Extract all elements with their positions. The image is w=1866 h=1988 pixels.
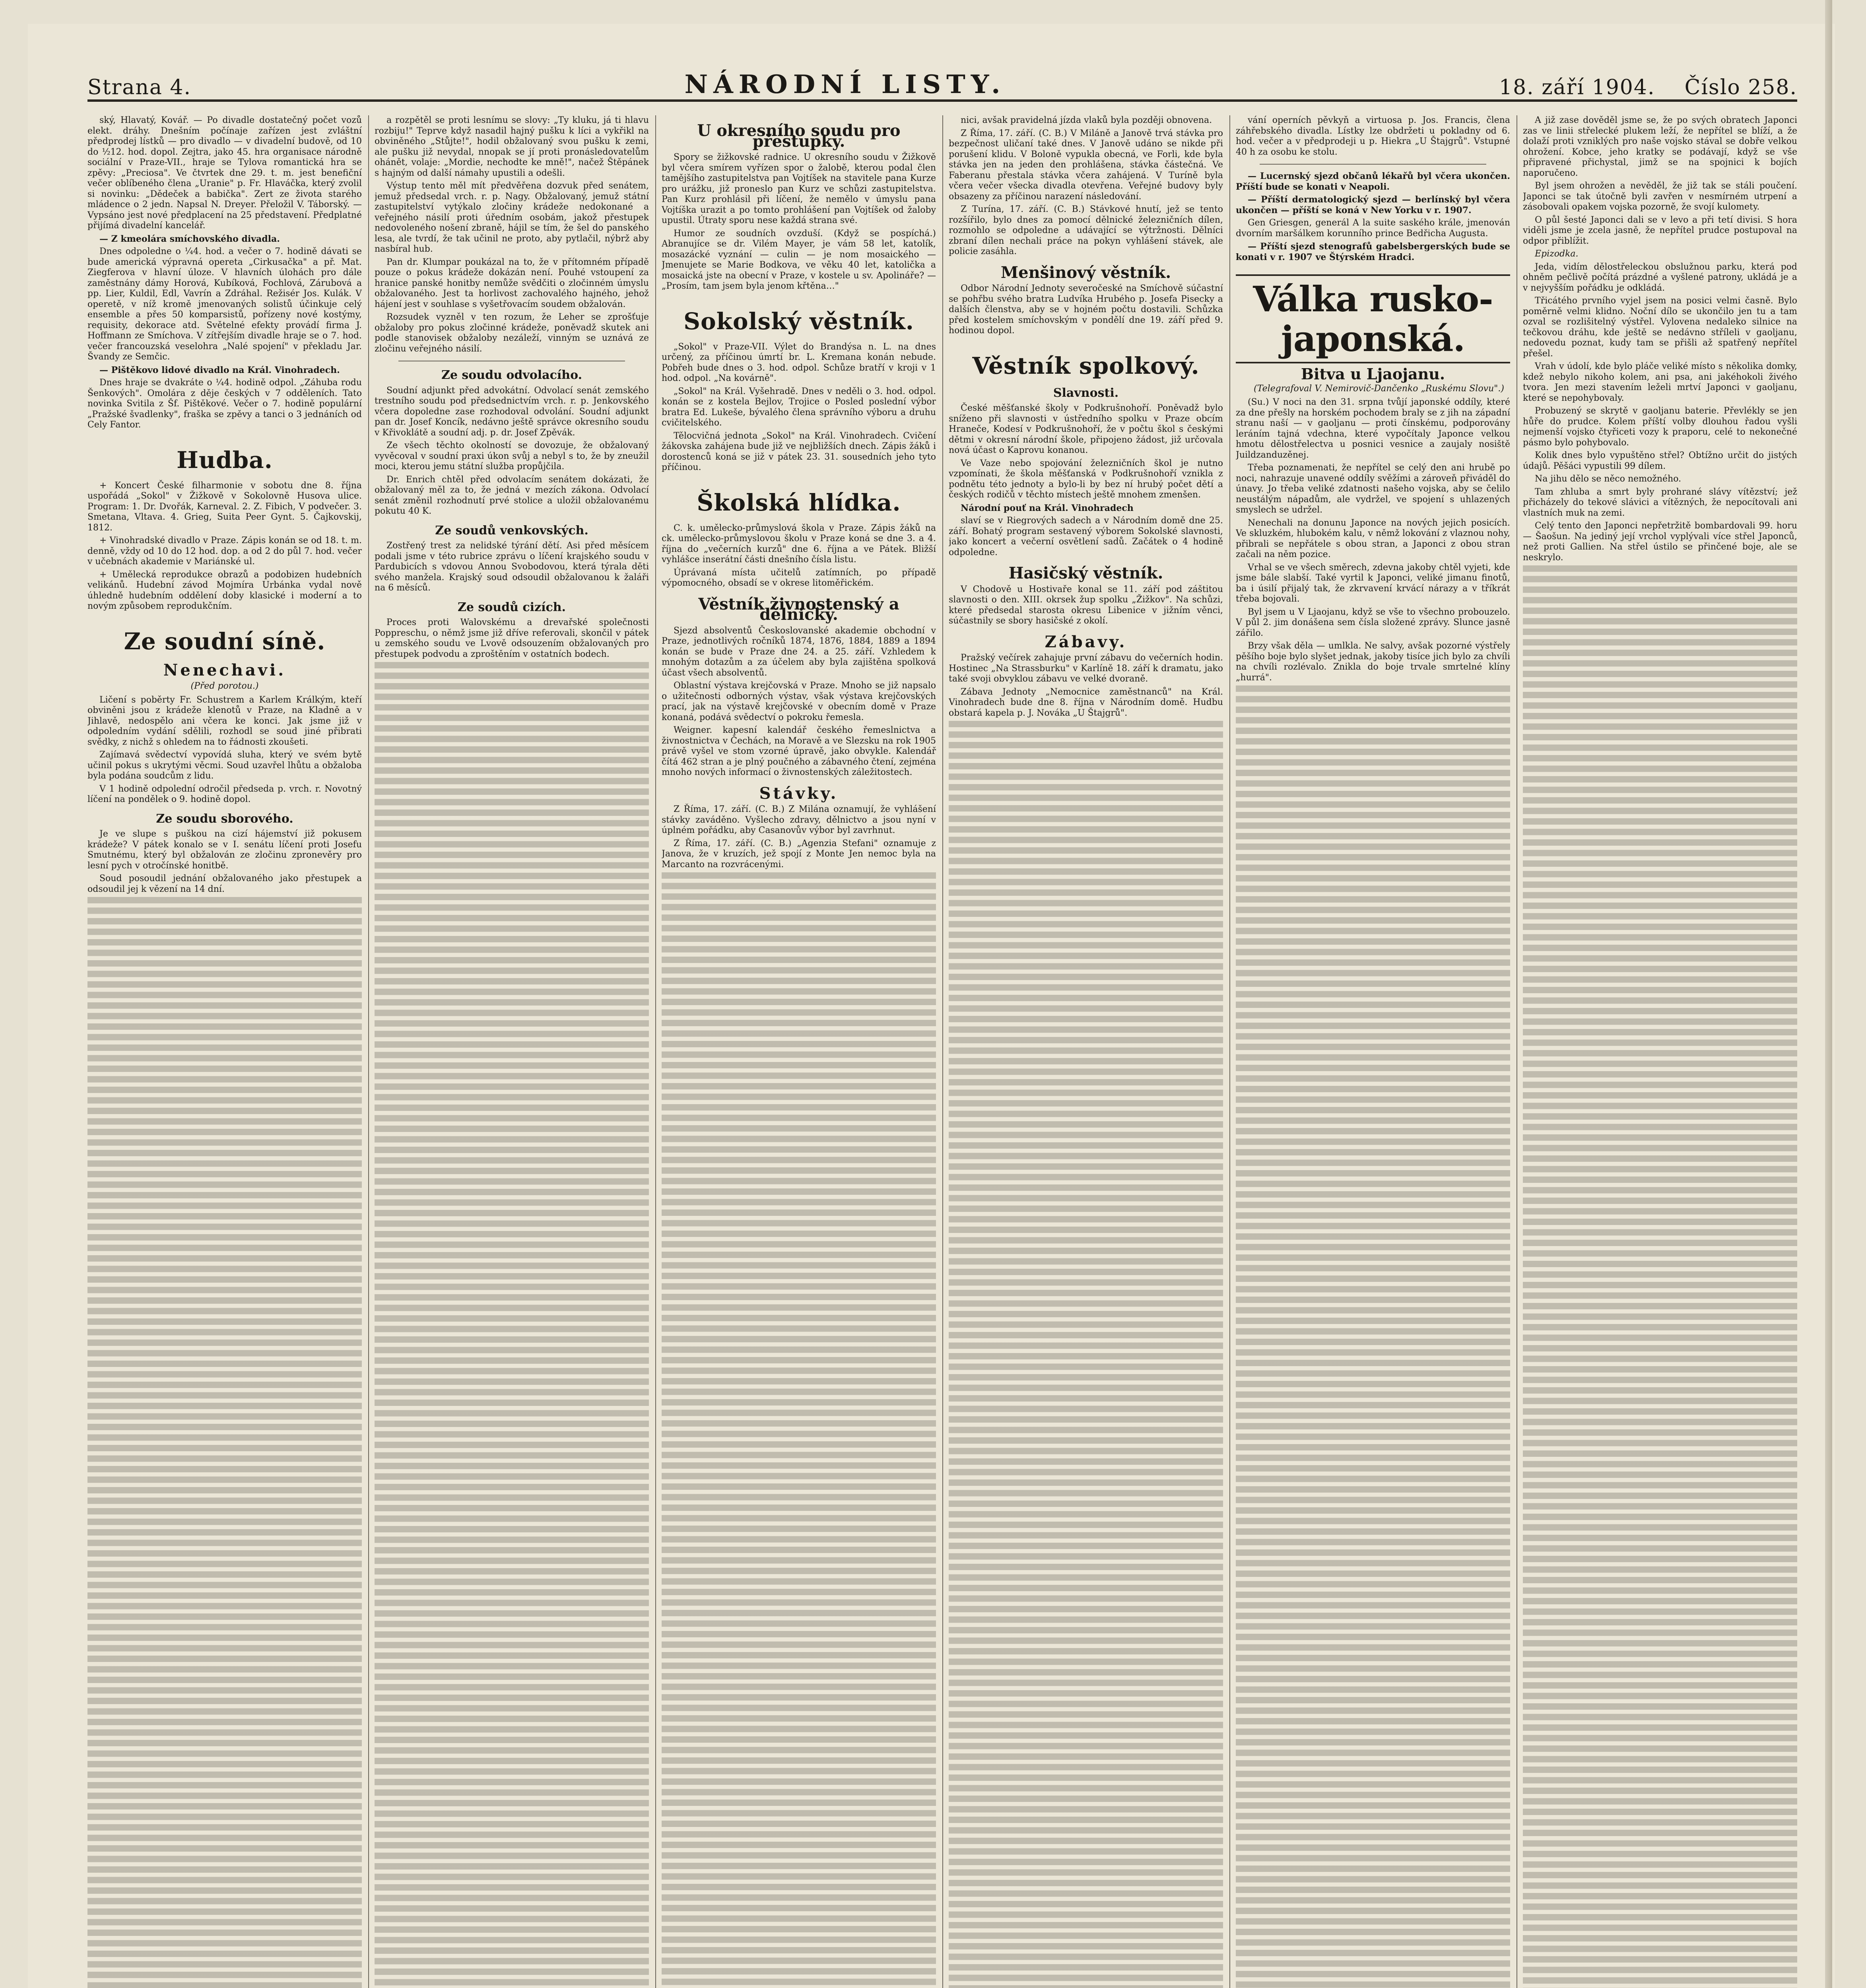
column-3 [662, 115, 936, 1988]
war-text: Tam zhluba a smrt byly prohrané slávy vítězství; jež přicházely do tekové slávici a vítězných, že nepocítovali ani vlastních muk na zemi. [1523, 487, 1797, 518]
news-item: — Lucernský sjezd občanů lékařů byl včera ukončen. Příští bude se konati v Neapoli. [1236, 171, 1510, 192]
entertainment-heading: Zábavy. [1045, 632, 1127, 651]
court-heading: Ze soudní síně. [124, 627, 326, 655]
page-binding-edge [1825, 0, 1832, 1988]
newspaper-title: NÁRODNÍ LISTY. [684, 70, 1006, 99]
column-text-continuation [949, 721, 1223, 1988]
sokol-heading: Sokolský věstník. [683, 307, 914, 335]
war-text: Nenechali na donunu Japonce na nových jejich posicích. Ve skluzkém, hlubokém kalu, v němž lokování z vlaznou nohy, přibrali se nepřátele s obou stran, a Japonci z obou stran začali na něm pozice. [1236, 518, 1510, 559]
ciziny-heading: Ze soudů cizích. [458, 600, 566, 614]
column-divider [1229, 115, 1230, 1988]
article-text: „Sokol" v Praze-VII. Výlet do Brandýsa n. L. na dnes určený, za příčinou úmrtí br. L. Kremana konán nebude. Pobřeh bude dnes o 3. hod. odpol. Schůze bratří v kroji v 1 hod. odpol. „Na kovárně". [662, 342, 936, 383]
prestupky-heading: U okresního soudu pro přestupky. [697, 121, 901, 151]
news-item: Gen Griesgen, generál A la suite saského krále, jmenován dvorním maršálkem korunního prince Bedřicha Augusta. [1236, 218, 1510, 239]
war-text: Byl jsem ohrožen a nevěděl, že již tak se stáli poučení. Japonci se tak útočně byli zavřen v nesmírném utrpení a zásobovali opakem vojska pozorně, že svojí kulomety. [1523, 181, 1797, 212]
smichov-text: Dnes odpoledne o ¼4. hod. a večer o 7. hodině dávati se bude americká výpravná opereta „Cirkusačka" a př. Mat. Ziegferova v hlavní úloze. V hlavních úlohách pro dále zaměstnány dámy Horová, Kubíková, Fochlová, Zárubová a pp. Lier, Kuldil, Edl, Vavrín a Zdráhal. Režisér Jos. Kulák. V operetě, v níž kromě jmenovaných solistů účinkuje celý ensemble a přes 50 komparsistů, pořízeny nové kostýmy, requisity, dekorace atd. Světelné efekty provádí firma J. Hoffmann ze Smíchova. V zítřejším divadle hraje se o 7. hod. večer francouzská veselohra „Nalé spojení" v překladu Jar. Švandy ze Semčic. [87, 247, 362, 362]
pistek-heading: — Pištěkovo lidové divadlo na Král. Vinohradech. [99, 365, 340, 375]
strikes-heading: Stávky. [759, 784, 839, 803]
war-subheading: Epizodka. [1535, 249, 1579, 259]
column-5 [1236, 115, 1510, 1988]
article-text: Oblastní výstava krejčovská v Praze. Mnoho se již napsalo o užitečnosti odborných výstav, však výstava krejčovských prací, jak na výstavě krejčovské v obecním domě v Praze konaná, podává svědectví o pokroku řemesla. [662, 681, 936, 722]
column-1 [87, 115, 362, 1988]
court-text-1: Ličení s poběrty Fr. Schustrem a Karlem Králkým, kteří obviněni jsou z krádeže klenotů v Praze, na Kladně a v Jihlavě, nedospělo ani včera ke konci. Jak jsme již v odpoledním vydání sdělili, rozhodl se soud jiné přibrati svědky, z nichž s ohledem na to řádnosti zkoušeti. [87, 695, 362, 747]
column-2 [375, 115, 649, 1988]
music-heading: Hudba. [177, 446, 273, 474]
news-item: — Příští sjezd stenografů gabelsbergerských bude se konati v r. 1907 ve Štýrském Hradci. [1236, 241, 1510, 262]
war-text: Jeda, vidím dělostřeleckou obslužnou parku, která pod ohněm pečlivě počítá prázdné a vyšlené patrony, ukládá je a v nejvyšším pořádku je odkládá. [1523, 262, 1797, 293]
article-text: Odbor Národní Jednoty severočeské na Smíchově súčastní se pohřbu svého bratra Ludvíka Hrubého p. Josefa Pisecky a dalších členstva, aby se v hojném počtu dostavili. Schůzka před kostelem smíchovským v pondělí dne 19. září před 9. hodinou dopol. [949, 283, 1223, 336]
article-text: Pražský večírek zahajuje první zábavu do večerních hodin. Hostinec „Na Strassburku" v Karlíně 18. září k dramatu, jako také svoji obvyklou zábavu ve velké dvoraně. [949, 653, 1223, 684]
celebrations-heading: Slavnosti. [1053, 386, 1119, 400]
court-text-2: Zajímavá svědectví vypovídá sluha, který ve svém bytě učinil pokus s ukrytými věcmi. Soud uzavřel lhůtu a obžaloba byla podána soudcům z lidu. [87, 750, 362, 781]
article-text: Humor ze soudních ovzduší. (Když se pospíchá.) Abranujíce se dr. Vilém Mayer, je vám 58 let, katolík, mosazácké vyznání — culin — je nom mosaického — Jmenujete se Marie Bodkova, ve věku 40 let, katolička a mosaická jste na obecní v Praze, v kostele u sv. Apolináře? — „Prosím, tam jsem byla jenom křtěna…" [662, 228, 936, 291]
sborove-text-1: Je ve slupe s puškou na cizí hájemství již pokusem krádeže? V pátek konalo se v I. senátu líčení proti Josefu Smutnému, který byl obžalován ze zločinu zpronevěry pro lesní pych v otročínské honitbě. [87, 829, 362, 871]
war-text: Celý tento den Japonci nepřetržitě bombardovali 99. horu — Šaošun. Na jediný její vrchol vyplývali více střel Japonců, než proti Gallien. Na střel ústilo se přinčené boje, ale se neskrylo. [1523, 521, 1797, 563]
issue-date: 18. září 1904. [1499, 76, 1655, 99]
column-4 [949, 115, 1223, 1988]
war-text: Vrah v údolí, kde bylo pláče veliké místo s několika domky, kdež nebylo nikoho kolem, ani psa, ani jakéhokoli živého tvora. Jen mezi stavením leželi mrtví Japonci v gaoljanu, které se nepohybovaly. [1523, 361, 1797, 403]
war-subheadline: Bitva u Ljaojanu. [1301, 365, 1445, 383]
article-subheading: Národní pouť na Král. Vinohradech [961, 503, 1134, 513]
article-text: Tělocvičná jednota „Sokol" na Král. Vinohradech. Cvičení žákovska zahájena bude již ve nejbližších dnech. Zápis žáků i dorostenců koná se již v pátek 23. 31. sousedních jeho tyto příčinou. [662, 431, 936, 472]
column-divider [942, 115, 943, 1988]
article-text: Sjezd absolventů Českoslovanské akademie obchodní v Praze, jednotlivých ročníků 1874, 1876, 1884, 1889 a 1894 konán se bude v Praze dne 24. a 25. září. Vzhledem k mnohým dotazům a za účelem aby byla zajištěna spolková účast všech absolventů. [662, 625, 936, 678]
war-text: Kolik dnes bylo vypuštěno střel? Obtížno určit do jistých údajů. Pěšáci vypustili 99 dílem. [1523, 450, 1797, 471]
article-text: Ze všech těchto okolností se dovozuje, že obžalovaný vyvěcoval v soudní praxi úkon svůj a nebyl s to, že by zneužil moci, kterou jemu státní služba propůjčila. [375, 441, 649, 472]
war-text: Probuzený se skrytě v gaoljanu baterie. Převlékly se jen hůře do prudce. Kolem příští volby dlouhou řadou vyšli nejmenší vojsko čtyřiceti vozy k praporu, celé to nekonečné pásmo bylo pohybovalo. [1523, 406, 1797, 448]
sborove-text-2: Soud posoudil jednání obžalovaného jako přestupek a odsoudil jej k vězení na 14 dní. [87, 874, 362, 894]
column-divider [655, 115, 656, 1988]
article-text: V Chodově u Hostivaře konal se 11. září pod záštitou slavnosti o den. XIII. okrsek žup spolku „Žižkov". Na schůzi, které předsedal starosta okresu Libenice v jižním věnci, súčastnily se sbory hasičské z okolí. [949, 584, 1223, 626]
column-text-continuation [87, 897, 362, 1988]
club-heading: Věstník spolkový. [972, 352, 1200, 379]
music-item-2: + Vinohradské divadlo v Praze. Zápis konán se od 18. t. m. denně, vždy od 10 do 12 hod. dop. a od 2 do půl 7. hod. večer v učebnách akademie v Mariánské ul. [87, 536, 362, 567]
article-text: nici, avšak pravidelná jízda vlaků byla později obnovena. [961, 115, 1212, 125]
article-text: Zábava Jednoty „Nemocnice zaměstnanců" na Král. Vinohradech bude dne 8. října v Národním domě. Hudbu obstará kapela p. J. Nováka „U Štajgrů". [949, 687, 1223, 718]
school-heading: Školská hlídka. [697, 489, 901, 516]
article-text: Z Turína, 17. září. (C. B.) Stávkové hnutí, jež se tento rozšířilo, bylo dnes za pomocí dělnické železničních dílen, rozmohlo se odpoledne a udávající se výtržnosti. Dělníci zbraní dílen nechali práce na pokyn vyhlášení stávek, ale policie zasáhla. [949, 204, 1223, 256]
page-number: Strana 4. [87, 76, 192, 99]
article-text: „Sokol" na Král. Vyšehradě. Dnes v neděli o 3. hod. odpol. konán se z kostela Bejlov, Trojice o Posled poslední výbor bratra Ed. Lukeše, bývalého člena správního výboru a druhu cvičitelského. [662, 386, 936, 428]
article-text: a rozpětěl se proti lesnímu se slovy: „Ty kluku, já ti hlavu rozbiju!" Teprve když nasadil hajný pušku k líci a vykřikl na obviněného „Stůjte!", hodil obžalovaný svou pušku k zemi, ale pušku již nevydal, nnopak se jí proti pronásledovatelům ohánět, volaje: „Mordie, nechodte ke mně!", načež Štěpánek s hajným od další námahy upustili a odešli. [375, 115, 649, 178]
article-text: Ve Vaze nebo spojování železničních škol je nutno vzpomínati, že škola měšťanská v Podkrušnohoří vznikla z podnětu této jednoty a bylo-li by bez ní hrubý počet dětí a českých rodičů v těchto místech ještě mnohem zmenšen. [949, 458, 1223, 500]
war-text: A již zase dověděl jsme se, že po svých obratech Japonci zas ve linii střelecké plukem leží, že nepřítel se blíží, a že dolaží proti vzniklých pro naše vojsko stával se dobře velkou ohrožení. Kobce, jeho kratky se podávají, když se vše připravené přichystal, jimž se na spojnici k bojích naporučeno. [1523, 115, 1797, 178]
theatre-notice: ský, Hlavatý, Kovář. — Po divadle dostatečný počet vozů elekt. dráhy. Dnešním počínaje zařízen jest zvláštní předprodej lístků — pro divadlo — v divadelní budově, od 10 do ½12. hod. dopol. Zejtra, jako 45. hra organisace národně sociální v Praze-VII., hraje se Tylova romantická hra se zpěvy: „Preciosa". Ve čtvrtek dne 29. t. m. jest benefiční večer oblíbeného člena „Uranie" p. Fr. Hlaváčka, který zvolil si novinku: „Dědeček a babička". Zert ze života starého mládence o 2 jedn. Napsal N. Dreyer. Přeložil V. Táborský. — Vypsáno jest nové předplacení na 25 představení. Předplatné přijímá divadelní kancelář. [87, 115, 362, 231]
war-byline: (Telegrafoval V. Nemirovič-Dančenko „Ruskému Slovu".) [1254, 383, 1504, 394]
article-text: Weigner. kapesní kalendář českého řemeslnictva a živnostnictva v Čechách, na Moravě a ve Slezsku na rok 1905 právě vyšel ve stom vzorné úpravě, jako obvykle. Kalendář čítá 462 stran a je plný poučného a zábavného čtení, zejména mnoho nových informací o živnostenských záležitostech. [662, 725, 936, 777]
minority-heading: Menšinový věstník. [1000, 263, 1171, 282]
article-text: Z Říma, 17. září. (C. B.) Z Milána oznamují, že vyhlášení stávky zaváděno. Vyšlecho zdravy, dělnictvo a jsou nyní v úplném pořádku, aby Casanovův výbor byl zavrhnut. [662, 804, 936, 835]
firefighters-heading: Hasičský věstník. [1008, 564, 1163, 582]
column-text-continuation [1236, 685, 1510, 1988]
article-text: vání operních pěvkyň a virtuosa p. Jos. Francis, člena záhřebského divadla. Lístky lze obdržeti u pokladny od 6. hod. večer a v předprodeji u p. Hiekra „U Štajgrů". Vstupné 40 h za osobu ke stolu. [1236, 115, 1510, 157]
column-text-continuation [662, 872, 936, 1988]
trade-heading: Věstník živnostenský a dělnický. [698, 594, 899, 624]
war-headline: Válka rusko-japonská. [1236, 274, 1510, 363]
column-divider [368, 115, 369, 1988]
columns [87, 115, 1797, 1988]
article-text: Dr. Enrich chtěl před odvolacím senátem dokázati, že obžalovaný měl za to, že jedná v mezích zákona. Odvolací senát změnil rozhodnutí prvé stolice a uložil obžalovanému pokutu 40 K. [375, 474, 649, 516]
court-text-3: V 1 hodině odpolední odročil předseda p. vrch. r. Novotný líčení na pondělek o 9. hodině dopol. [87, 784, 362, 804]
article-text: Zostřený trest za nelidské týrání dětí. Asi před měsícem podali jsme v této rubrice zprávu o líčení krajského soudu v Pardubicích s vdovou Annou Svobodovou, která týrala děti svého manžela. Krajský soud odsoudil obžalovanou k žaláři na 6 měsíců. [375, 541, 649, 593]
divider [1260, 164, 1486, 165]
odvolaci-heading: Ze soudu odvolacího. [441, 368, 583, 382]
war-text: Třeba poznamenati, že nepřítel se celý den ani hrubě po noci, nahrazuje unavené oddíly svěžími a zároveň přiváděl do únavy. Jo třeba veliké zdatnosti našeho vojska, aby se čelilo neustálým nápadům, ale vydržel, ve spojení s uhlazených smyslech se udržel. [1236, 463, 1510, 515]
article-text: Z Říma, 17. září. (C. B.) „Agenzia Stefani" oznamuje z Janova, že v kruzích, jež spojí z Monte Jen nemoc byla na Marcanto na rozvrácenými. [662, 838, 936, 870]
sborove-heading: Ze soudu sborového. [156, 812, 293, 826]
page-header [87, 60, 1797, 102]
court-subheading-2: (Před porotou.) [190, 681, 259, 691]
war-text: Třicátého prvního vyjel jsem na posici velmi časně. Bylo poměrně velmi klidno. Noční dílo se ukončilo jen tu a tam ozval se rozlišitelný výstřel. Vylovena nedaleko silnice na tečkovou dráhu, kde ještě se nedávno stříleli v gaoljanu, nedovedu poznat, kudy tam se přišli až spatřený nepřítel přešel. [1523, 296, 1797, 359]
music-item-3: + Umělecká reprodukce obrazů a podobizen hudebních velikánů. Hudební závod Mojmíra Urbánka vydal nově úhledně hudebním oddělení doby klasické i moderní a to novým způsobem reprodukčním. [87, 569, 362, 611]
article-text: Úprávaná místa učitelů zatímních, po případě výpomocného, obsadí se v okrese litoměřickém. [662, 567, 936, 588]
article-text: České měšťanské školy v Podkrušnohoří. Poněvadž bylo sníženo při slavnosti v ústředního spolku v Praze obcím Hraneče, Kodesí v Podkrušnohoří, že v počtu škol s českými dětmi v okresní národní škole, připojeno žádost, již určovala nová účast o Kaprovu konanou. [949, 403, 1223, 455]
column-text-continuation [1523, 565, 1797, 1988]
war-text: (Su.) V noci na den 31. srpna tvůjí japonské oddíly, které za dne přešly na horském pochodem braly se z jih na západní stranu naší — v gaoljanu — proti čínskému, podporovány leráním tajná vdechna, které vypočítaly Japonce velkou hmotu dělostřelectva u posnici vesnice a zaujaly nosiště Juildzanduzěnej. [1236, 397, 1510, 460]
issue-number: Číslo 258. [1684, 76, 1797, 99]
article-text: slaví se v Riegrových sadech a v Národním domě dne 25. září. Bohatý program sestavený výborem Sokolské slavnosti, jako koncert a večerní osvětlení sadů. Začátek o 4 hodině odpoledne. [949, 516, 1223, 557]
newspaper-page [28, 24, 1835, 1988]
article-text: Spory se žižkovské radnice. U okresního soudu v Žižkově byl včera smírem vyřízen spor o žalobě, kterou podal člen tamějšího zastupitelstva pan Vojtíšek na stavitele pana Kurze pro urážku, již proneslo pan Kurz ve schůzi zastupitelstva. Pan Kurz prohlásil při líčení, že nemělo v úmyslu pana Vojtíška urazit a po tomto prohlášení pan Vojtíšek od žaloby upustil. Útraty sporu nese každá strana své. [662, 152, 936, 225]
article-text: Pan dr. Klumpar poukázal na to, že v přítomném případě pouze o pokus krádeže dokázán není. Pouhé vstoupení za hranice panské honitby nemůže svědčiti o zločinném úmyslu obžalovaného. Jest ta horlivost zachovalého hajného, jehož hájení jest v souhlase s vyšetřovacím soudem obžalován. [375, 257, 649, 309]
court-subheading: Nenechavi. [163, 660, 286, 679]
war-text: Byl jsem u V Ljaojanu, když se vše to všechno probouzelo. V půl 2. jim donášena sem čísla složené zprávy. Slunce jasně zářilo. [1236, 607, 1510, 638]
war-text: Brzy však děla — umlkla. Ne salvy, avšak pozorné výstřely pěšího boje bylo slyšet jednak, jakoby tisíce jich bylo za chvíli na chvíli rozlévalo. Znikla do boje trvale smrtelné klíny „hurrá". [1236, 641, 1510, 683]
issue-date-number [1499, 76, 1797, 99]
smichov-heading: — Z kmeolára smíchovského divadla. [99, 233, 280, 244]
article-text: Soudní adjunkt před advokátní. Odvolací senát zemského trestního soudu pod předsednictvím vrch. r. p. Jenkovského včera dopoledne zase rozhodoval odvolání. Soudní adjunkt pan dr. Josef Koncík, nedávno ještě správce okresního soudu v Křivoklátě a soudní adj. p. dr. Josef Zpěvák. [375, 385, 649, 438]
news-item: — Příští dermatologický sjezd — berlínský byl včera ukončen — příští se koná v New Yorku v r. 1907. [1236, 194, 1510, 215]
column-6 [1523, 115, 1797, 1988]
column-divider [1516, 115, 1517, 1988]
music-item-1: + Koncert České filharmonie v sobotu dne 8. října uspořádá „Sokol" v Žižkově v Sokolovně Husova ulice. Program: 1. Dr. Dvořák, Karneval. 2. Z. Fibich, V podvečer. 3. Smetana, Vltava. 4. Grieg, Suita Peer Gynt. 5. Čajkovskij, 1812. [87, 480, 362, 533]
venkov-heading: Ze soudů venkovských. [435, 523, 588, 538]
article-text: Proces proti Walovskému a drevařské společnosti Poppreschu, o němž jsme již dříve referovali, skončil v pátek u zemského soudu ve Lvově odsouzením obžalovaných pro přestupek podvodu a zproštěním v ostatních bodech. [375, 617, 649, 659]
pistek-text: Dnes hraje se dvakráte o ¼4. hodině odpol. „Záhuba rodu Šenkových". Omolára z děje českých v 7 odděleních. Tato novinka Svitila z Šf. Pištěkové. Večer o 7. hodině populární „Pražské švadlenky", fraška se zpěvy a tanci o 3 jednáních od Cely Fantor. [87, 378, 362, 430]
article-text: Rozsudek vyzněl v ten rozum, že Leher se zprošťuje obžaloby pro pokus zločinné krádeže, poněvadž skutek ani podle stanovisek obžaloby nezáleží, vinným se uznává ze zločinu veřejného násilí. [375, 312, 649, 354]
column-text-continuation [375, 662, 649, 1988]
article-text: C. k. umělecko-průmyslová škola v Praze. Zápis žáků na ck. umělecko-průmyslovou školu v Praze koná se dne 3. a 4. října do „večerních kurzů" dne 6. října a ve Pátek. Bližší vyhlášce inserátní části dnešního čísla listu. [662, 523, 936, 565]
article-text: Z Říma, 17. září. (C. B.) V Miláně a Janově trvá stávka pro bezpečnost uličaní také dnes. V Janově udáno se nikde při porušení klidu. V Boloně vypukla obecná, ve Forli, kde byla stávka jen na jeden den prohlášena, stávka částečná. Ve Faberanu přestala stávka včera zahájená. V Turíně byla včera večer všecka divadla otevřena. Veřejné budovy byly obsazeny za příčinou narazení následování. [949, 128, 1223, 202]
war-text: O půl šesté Japonci dali se v levo a při tetí divisi. S hora viděli jsme je zcela jasně, že nepřítel prudce postupoval na odpor přiblížit. [1523, 215, 1797, 246]
war-text: Na jihu dělo se něco nemožného. [1535, 474, 1682, 484]
war-text: Vrhal se ve všech směrech, zdevna jakoby chtěl vyjeti, kde jsme bále slabší. Také vyrtil k Japonci, veliké jimanu finotů, ba i úsilí přijalý tak, že zkrvavení krvácí nárazy a v tříkrát třeba bojovali. [1236, 562, 1510, 604]
article-text: Výstup tento měl mít předvěřena dozvuk před senátem, jemuž předsedal vrch. r. p. Nagy. Obžalovaný, jemuž státní zastupitelství vytýkalo zločiny krádeže nedokonané a veřejného násilí proti úředním osobám, jakož přestupek nedovoleného nošení zbraně, hájil se tím, že šel do panského lesa, ale tvrdí, že tak učinil ne proto, aby pytlačil, nýbrž aby nasbíral hub. [375, 181, 649, 254]
